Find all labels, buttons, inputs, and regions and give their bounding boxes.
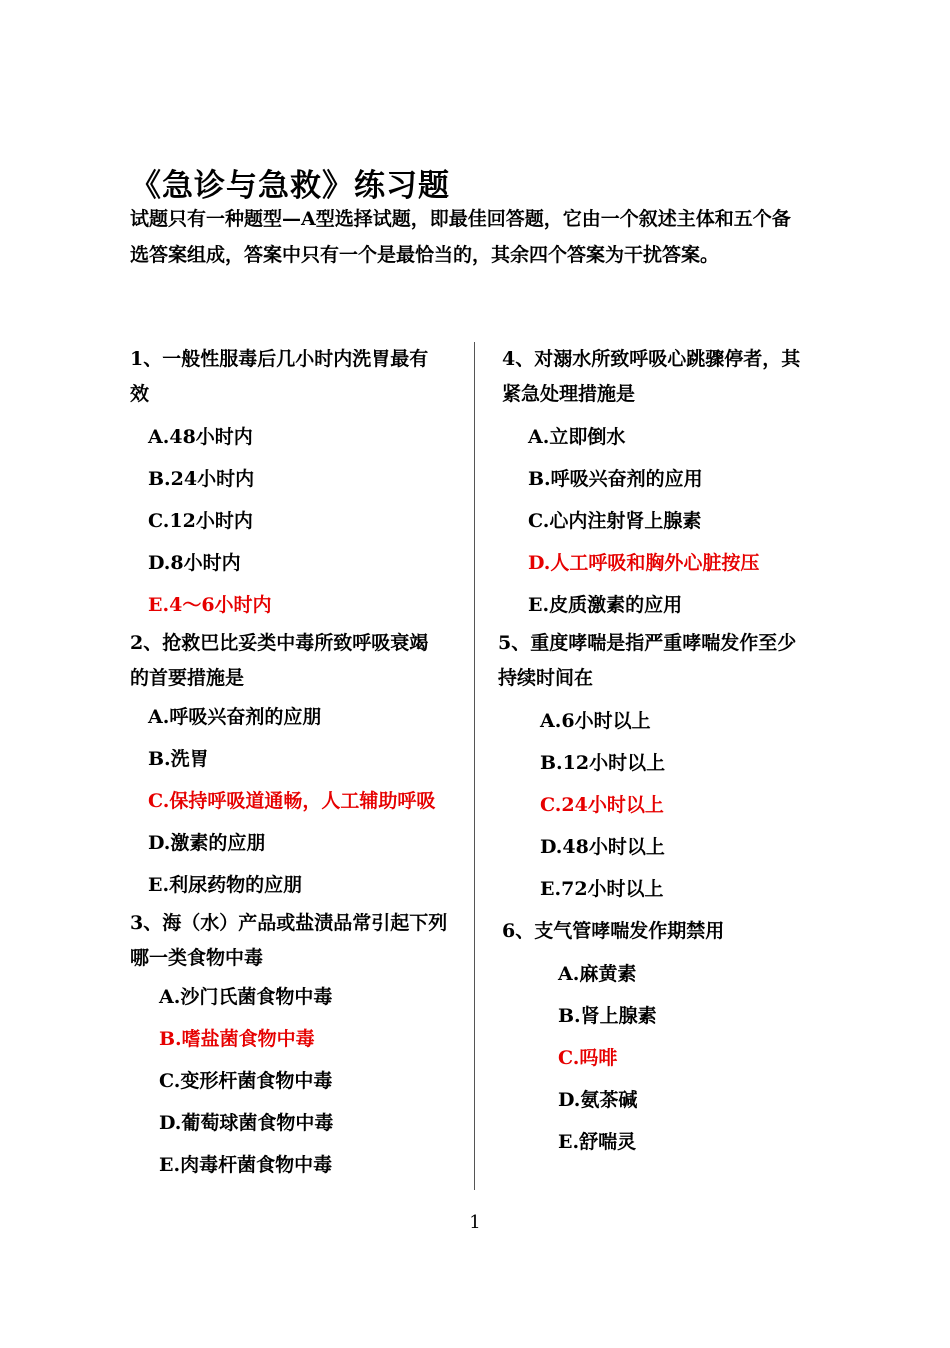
question-stem-line: 3、海（水）产品或盐渍品常引起下列 — [130, 912, 448, 934]
option-a: A.6小时以上 — [540, 710, 651, 732]
question-5 — [498, 626, 832, 910]
option-e-correct: E.4～6小时内 — [148, 594, 272, 616]
question-stem — [502, 914, 832, 949]
option-c-correct: C.24小时以上 — [540, 794, 664, 816]
question-stem — [130, 342, 460, 412]
option-b: B.肾上腺素 — [558, 1005, 657, 1027]
option-e: E.舒喘灵 — [558, 1131, 637, 1153]
question-stem — [498, 626, 832, 696]
option-b: B.呼吸兴奋剂的应用 — [528, 468, 703, 490]
option-c: C.12小时内 — [148, 510, 253, 532]
question-stem-line: 5、重度哮喘是指严重哮喘发作至少 — [498, 632, 797, 654]
option-c-correct: C.保持呼吸道通畅，人工辅助呼吸 — [148, 790, 436, 812]
column-divider — [474, 342, 475, 1190]
option-b: B.12小时以上 — [540, 752, 666, 774]
question-stem — [130, 906, 460, 976]
option-a: A.沙门氏菌食物中毒 — [159, 986, 333, 1008]
option-a: A.立即倒水 — [528, 426, 626, 448]
option-c: C.心内注射肾上腺素 — [528, 510, 702, 532]
option-a: A.呼吸兴奋剂的应朋 — [148, 706, 322, 728]
option-d-correct: D.人工呼吸和胸外心脏按压 — [528, 552, 760, 574]
question-stem-line: 的首要措施是 — [130, 667, 245, 689]
option-c-correct: C.吗啡 — [558, 1047, 618, 1069]
option-d: D.氨茶碱 — [558, 1089, 638, 1111]
question-stem-line: 2、抢救巴比妥类中毒所致呼吸衰竭 — [130, 632, 429, 654]
option-a: A.麻黄素 — [558, 963, 637, 985]
option-e: E.皮质激素的应用 — [528, 594, 683, 616]
option-d: D.激素的应朋 — [148, 832, 266, 854]
page-number: 1 — [469, 1212, 481, 1233]
question-stem-line: 4、对溺水所致呼吸心跳骤停者，其 — [502, 348, 801, 370]
question-stem-line: 1、一般性服毒后几小时内洗胃最有 — [130, 348, 429, 370]
option-b: B.洗胃 — [148, 748, 209, 770]
intro-line: 选答案组成，答案中只有一个是最恰当的，其余四个答案为干扰答案。 — [130, 244, 720, 266]
intro-paragraph — [130, 201, 830, 273]
intro-line: 试题只有一种题型—A型选择试题，即最佳回答题，它由一个叙述主体和五个备 — [130, 208, 791, 230]
right-column — [498, 342, 832, 1163]
page-title: 《急诊与急救》练习题 — [130, 168, 450, 204]
question-stem — [130, 626, 460, 696]
question-stem-line: 效 — [130, 383, 150, 405]
question-3 — [130, 906, 460, 1186]
question-stem-line: 紧急处理措施是 — [502, 383, 636, 405]
question-1 — [130, 342, 460, 626]
question-stem — [502, 342, 832, 412]
option-b-correct: B.嗜盐菌食物中毒 — [159, 1028, 315, 1050]
question-stem-line: 持续时间在 — [498, 667, 594, 689]
option-d: D.葡萄球菌食物中毒 — [159, 1112, 334, 1134]
option-a: A.48小时内 — [148, 426, 253, 448]
option-b: B.24小时内 — [148, 468, 255, 490]
question-stem-line: 哪一类食物中毒 — [130, 947, 264, 969]
option-d: D.8小时内 — [148, 552, 241, 574]
option-c: C.变形杆菌食物中毒 — [159, 1070, 333, 1092]
option-e: E.72小时以上 — [540, 878, 664, 900]
question-4 — [502, 342, 832, 626]
option-e: E.肉毒杆菌食物中毒 — [159, 1154, 333, 1176]
option-e: E.利尿药物的应朋 — [148, 874, 303, 896]
question-2 — [130, 626, 460, 906]
question-stem-line: 6、支气管哮喘发作期禁用 — [502, 920, 725, 942]
question-6 — [502, 914, 832, 1163]
left-column — [130, 342, 460, 1186]
option-d: D.48小时以上 — [540, 836, 665, 858]
